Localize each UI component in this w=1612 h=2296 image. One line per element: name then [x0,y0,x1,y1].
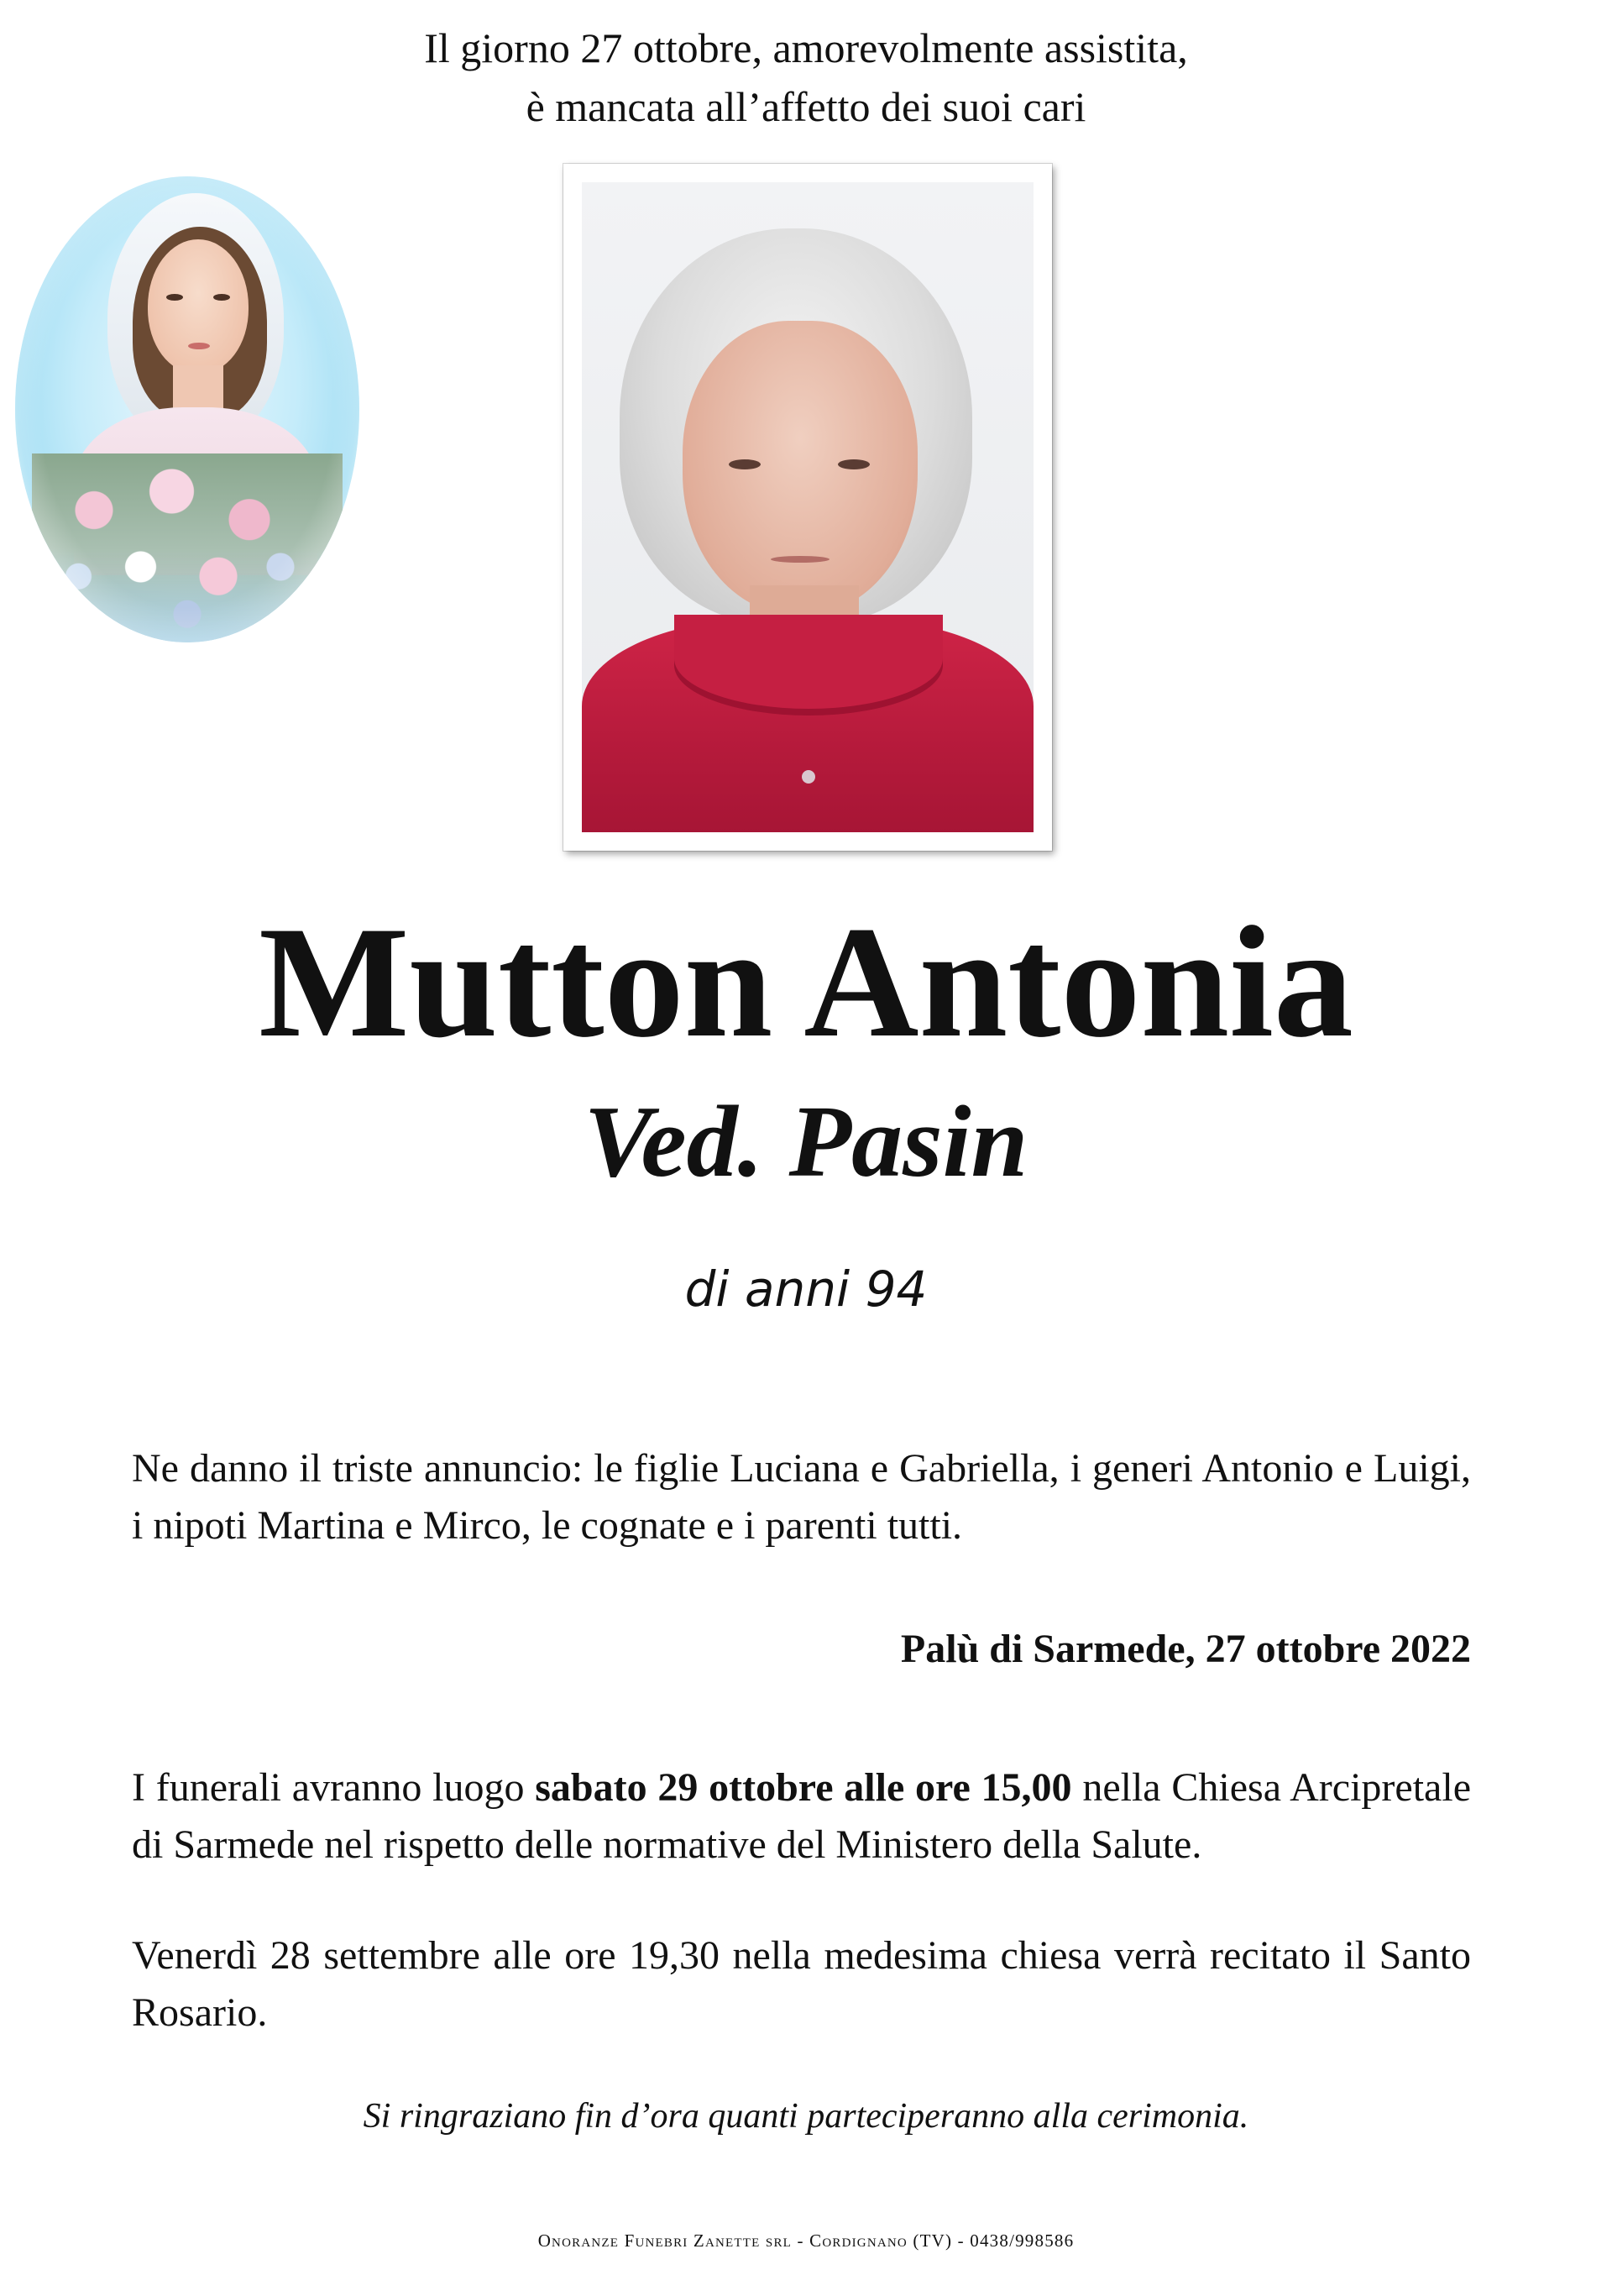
place-date: Palù di Sarmede, 27 ottobre 2022 [900,1627,1471,1671]
announcement-text: Ne danno il triste annuncio: le figlie Luciana e Gabriella, i generi Antonio e Luigi, i nipoti Martina e Mirco, le cognate e i parenti tutti. [132,1446,1471,1548]
age-text: di anni 94 [684,1261,928,1318]
madonna-image [15,176,359,642]
footer-funeral-home: Onoranze Funebri Zanette srl - Cordignano (TV) - 0438/998586 [537,2230,1075,2251]
funeral-text [132,1759,1471,1874]
intro-text [0,18,1612,136]
intro-line-2: è mancata all’affetto dei suoi cari [526,83,1086,130]
funeral-date-time: sabato 29 ottobre alle ore 15,00 [535,1765,1072,1810]
funeral-text-before: I funerali avranno luogo [132,1765,536,1810]
rosary-text: Venerdì 28 settembre alle ore 19,30 nella medesima chiesa verrà recitato il Santo Rosario. [132,1933,1471,2035]
intro-line-1: Il giorno 27 ottobre, amorevolmente assistita, [424,24,1188,71]
funeral-text-after: nella Chiesa Arcipretale di Sarmede nel rispetto delle normative del Ministero della Salute. [132,1765,1471,1867]
portrait-photo-frame [563,164,1052,851]
portrait-photo [582,182,1034,832]
married-name: Ved. Pasin [584,1085,1028,1198]
deceased-name: Mutton Antonia [259,894,1353,1071]
thanks-text: Si ringraziano fin d’ora quanti parteciperanno alla cerimonia. [363,2097,1249,2136]
